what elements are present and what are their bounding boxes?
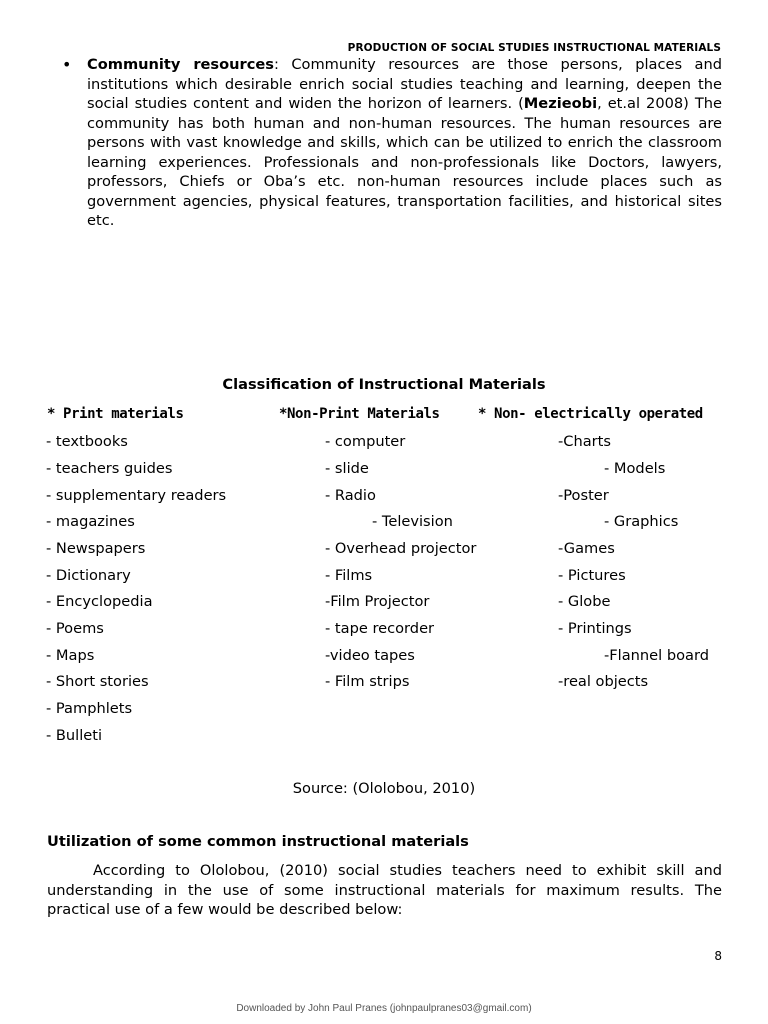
non-print-item: -Film Projector: [325, 593, 430, 610]
non-electric-item: -Charts: [558, 433, 611, 450]
print-item: - magazines: [46, 513, 135, 530]
non-electric-item: - Pictures: [558, 567, 626, 584]
non-print-item: - Films: [325, 567, 373, 584]
bullet-text-part2: , et.al 2008) The community has both human and non-human resources. The human resources are persons with vast knowledge and skills, which can be utilized to enrich the classroom learning experiences. Professionals and non-professionals like Doctors, lawyers, professors, Chiefs or Oba’s etc. non-human resources include places such as government agencies, physical features, transportation facilities, and historical sites etc.: [87, 95, 722, 229]
running-header: PRODUCTION OF SOCIAL STUDIES INSTRUCTIONAL MATERIALS: [347, 42, 721, 54]
print-item: - Encyclopedia: [46, 593, 153, 610]
bullet-citation-name: Mezieobi: [523, 95, 598, 112]
print-item: - teachers guides: [46, 460, 173, 477]
print-item: - textbooks: [46, 433, 128, 450]
source-citation: Source: (Ololobou, 2010): [292, 780, 476, 797]
non-print-item: - slide: [325, 460, 369, 477]
non-print-item: - Film strips: [325, 673, 410, 690]
classification-title: Classification of Instructional Materials: [222, 376, 546, 393]
column-header-non-electric: * Non- electrically operated: [478, 406, 703, 422]
non-electric-item: - Globe: [558, 593, 611, 610]
non-electric-item: - Printings: [558, 620, 632, 637]
bullet-icon: •: [62, 55, 72, 74]
non-print-item: - tape recorder: [325, 620, 435, 637]
print-item: - Bulleti: [46, 727, 103, 744]
print-item: - Newspapers: [46, 540, 146, 557]
print-item: - Short stories: [46, 673, 149, 690]
download-footer: Downloaded by John Paul Pranes (johnpaulpranes03@gmail.com): [236, 1003, 532, 1014]
section-title: Utilization of some common instructional materials: [47, 833, 469, 850]
bullet-paragraph: [87, 55, 722, 231]
non-electric-item: -real objects: [558, 673, 649, 690]
print-item: - supplementary readers: [46, 487, 227, 504]
non-print-item: - computer: [325, 433, 406, 450]
print-item: - Pamphlets: [46, 700, 133, 717]
non-print-item: - Overhead projector: [325, 540, 477, 557]
non-electric-item: -Poster: [558, 487, 609, 504]
print-item: - Maps: [46, 647, 95, 664]
bullet-term: Community resources: [87, 56, 274, 73]
non-print-item: - Television: [372, 513, 453, 530]
non-print-item: - Radio: [325, 487, 376, 504]
non-print-item: -video tapes: [325, 647, 415, 664]
non-electric-item: - Models: [604, 460, 666, 477]
non-electric-item: -Flannel board: [604, 647, 709, 664]
print-item: - Dictionary: [46, 567, 131, 584]
column-header-non-print: *Non-Print Materials: [279, 406, 440, 422]
bullet-text-part1: : Community resources are those persons, places and institutions which desirable enrich social studies teaching and learning, deepen the social studies content and widen the horizon of learners. (: [87, 56, 722, 112]
section-paragraph: According to Ololobou, (2010) social studies teachers need to exhibit skill and understanding in the use of some instructional materials for maximum results. The practical use of a few would be described below:: [47, 862, 722, 918]
print-item: - Poems: [46, 620, 104, 637]
page-number: 8: [714, 949, 722, 963]
non-electric-item: -Games: [558, 540, 615, 557]
bullet-item-community-resources: [62, 55, 722, 231]
column-header-print: * Print materials: [47, 406, 184, 422]
non-electric-item: - Graphics: [604, 513, 679, 530]
